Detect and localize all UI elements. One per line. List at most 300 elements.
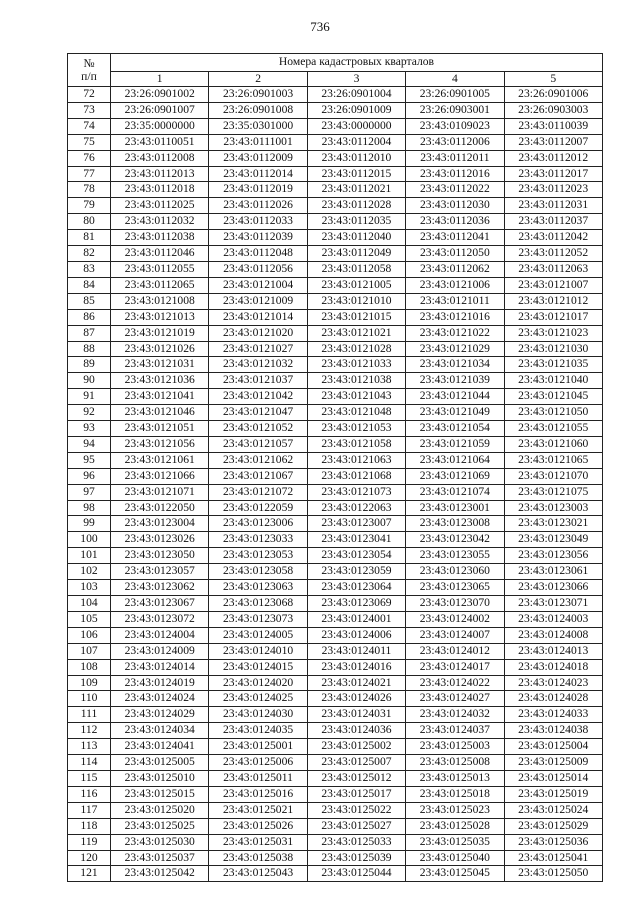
row-number-cell: 118 (68, 818, 111, 834)
cadastral-number-cell: 23:43:0125015 (111, 786, 209, 802)
table-row (68, 293, 603, 309)
cadastral-number-cell: 23:43:0125019 (504, 786, 602, 802)
cadastral-number-cell: 23:43:0112012 (504, 150, 602, 166)
cadastral-number-cell: 23:43:0110051 (111, 134, 209, 150)
column-number-header: 2 (209, 71, 307, 86)
cadastral-number-cell: 23:43:0123058 (209, 564, 307, 580)
cadastral-number-cell: 23:43:0121017 (504, 309, 602, 325)
cadastral-number-cell: 23:43:0121045 (504, 389, 602, 405)
table-row (68, 325, 603, 341)
cadastral-number-cell: 23:43:0112041 (406, 230, 504, 246)
cadastral-number-cell: 23:35:0000000 (111, 118, 209, 134)
cadastral-number-cell: 23:43:0121029 (406, 341, 504, 357)
table-row (68, 405, 603, 421)
cadastral-number-cell: 23:43:0112010 (307, 150, 405, 166)
table-row (68, 611, 603, 627)
cadastral-number-cell: 23:26:0903003 (504, 102, 602, 118)
row-number-cell: 111 (68, 707, 111, 723)
row-number-cell: 105 (68, 611, 111, 627)
cadastral-number-cell: 23:43:0122050 (111, 500, 209, 516)
cadastral-number-cell: 23:43:0124004 (111, 627, 209, 643)
row-number-cell: 101 (68, 548, 111, 564)
cadastral-number-cell: 23:43:0123071 (504, 596, 602, 612)
cadastral-number-cell: 23:43:0124024 (111, 691, 209, 707)
cadastral-number-cell: 23:43:0123064 (307, 580, 405, 596)
cadastral-number-cell: 23:43:0121006 (406, 277, 504, 293)
row-number-cell: 117 (68, 802, 111, 818)
cadastral-number-cell: 23:43:0125005 (111, 755, 209, 771)
row-number-cell: 84 (68, 277, 111, 293)
cadastral-number-cell: 23:43:0112040 (307, 230, 405, 246)
cadastral-number-cell: 23:43:0124037 (406, 723, 504, 739)
cadastral-number-cell: 23:43:0123049 (504, 532, 602, 548)
cadastral-number-cell: 23:43:0125023 (406, 802, 504, 818)
cadastral-number-cell: 23:43:0124014 (111, 659, 209, 675)
cadastral-number-cell: 23:43:0112031 (504, 198, 602, 214)
table-row (68, 341, 603, 357)
cadastral-number-cell: 23:43:0125025 (111, 818, 209, 834)
table-row (68, 596, 603, 612)
row-number-cell: 107 (68, 643, 111, 659)
cadastral-number-cell: 23:26:0901008 (209, 102, 307, 118)
cadastral-number-cell: 23:43:0123066 (504, 580, 602, 596)
cadastral-number-cell: 23:43:0125022 (307, 802, 405, 818)
row-number-cell: 108 (68, 659, 111, 675)
cadastral-number-cell: 23:43:0121026 (111, 341, 209, 357)
cadastral-number-cell: 23:43:0124026 (307, 691, 405, 707)
cadastral-number-cell: 23:43:0110039 (504, 118, 602, 134)
cadastral-number-cell: 23:43:0121016 (406, 309, 504, 325)
cadastral-number-cell: 23:43:0124002 (406, 611, 504, 627)
row-number-cell: 97 (68, 484, 111, 500)
table-row (68, 277, 603, 293)
table-row (68, 102, 603, 118)
table-row (68, 675, 603, 691)
cadastral-number-cell: 23:43:0125038 (209, 850, 307, 866)
table-row (68, 802, 603, 818)
cadastral-number-cell: 23:43:0121060 (504, 436, 602, 452)
row-number-cell: 77 (68, 166, 111, 182)
cadastral-number-cell: 23:43:0124005 (209, 627, 307, 643)
table-row (68, 452, 603, 468)
cadastral-number-cell: 23:43:0125013 (406, 770, 504, 786)
cadastral-number-cell: 23:43:0121040 (504, 373, 602, 389)
row-number-cell: 74 (68, 118, 111, 134)
group-header: Номера кадастровых кварталов (111, 54, 603, 72)
cadastral-number-cell: 23:43:0112026 (209, 198, 307, 214)
cadastral-number-cell: 23:43:0124031 (307, 707, 405, 723)
cadastral-number-cell: 23:43:0121053 (307, 421, 405, 437)
cadastral-number-cell: 23:43:0112028 (307, 198, 405, 214)
cadastral-number-cell: 23:43:0121047 (209, 405, 307, 421)
cadastral-number-cell: 23:43:0124023 (504, 675, 602, 691)
cadastral-number-cell: 23:43:0121065 (504, 452, 602, 468)
table-row (68, 834, 603, 850)
table-row (68, 421, 603, 437)
cadastral-number-cell: 23:43:0121070 (504, 468, 602, 484)
cadastral-number-cell: 23:43:0124020 (209, 675, 307, 691)
cadastral-number-cell: 23:43:0125003 (406, 739, 504, 755)
cadastral-number-cell: 23:43:0125017 (307, 786, 405, 802)
table-row (68, 755, 603, 771)
cadastral-number-cell: 23:43:0124017 (406, 659, 504, 675)
row-number-cell: 79 (68, 198, 111, 214)
cadastral-number-cell: 23:43:0125043 (209, 866, 307, 882)
cadastral-number-cell: 23:43:0125021 (209, 802, 307, 818)
cadastral-number-cell: 23:43:0112030 (406, 198, 504, 214)
table-row (68, 516, 603, 532)
cadastral-number-cell: 23:43:0123007 (307, 516, 405, 532)
cadastral-number-cell: 23:43:0123042 (406, 532, 504, 548)
cadastral-number-cell: 23:43:0123041 (307, 532, 405, 548)
table-row (68, 691, 603, 707)
table-row (68, 532, 603, 548)
table-row (68, 548, 603, 564)
cadastral-number-cell: 23:43:0123056 (504, 548, 602, 564)
table-row (68, 373, 603, 389)
cadastral-number-cell: 23:26:0901006 (504, 87, 602, 103)
cadastral-number-cell: 23:43:0121010 (307, 293, 405, 309)
cadastral-number-cell: 23:43:0121062 (209, 452, 307, 468)
row-number-cell: 83 (68, 261, 111, 277)
cadastral-number-cell: 23:43:0112038 (111, 230, 209, 246)
cadastral-number-cell: 23:43:0121073 (307, 484, 405, 500)
cadastral-number-cell: 23:43:0123001 (406, 500, 504, 516)
cadastral-number-cell: 23:43:0112036 (406, 214, 504, 230)
cadastral-number-cell: 23:43:0112032 (111, 214, 209, 230)
table-row (68, 166, 603, 182)
row-number-cell: 106 (68, 627, 111, 643)
cadastral-number-cell: 23:43:0121022 (406, 325, 504, 341)
cadastral-number-cell: 23:43:0125027 (307, 818, 405, 834)
cadastral-number-cell: 23:43:0125042 (111, 866, 209, 882)
table-row (68, 484, 603, 500)
cadastral-number-cell: 23:43:0122063 (307, 500, 405, 516)
row-number-cell: 96 (68, 468, 111, 484)
cadastral-number-cell: 23:43:0125044 (307, 866, 405, 882)
table-row (68, 118, 603, 134)
cadastral-number-cell: 23:43:0121054 (406, 421, 504, 437)
cadastral-number-cell: 23:43:0121042 (209, 389, 307, 405)
cadastral-number-cell: 23:43:0121068 (307, 468, 405, 484)
cadastral-number-cell: 23:26:0901003 (209, 87, 307, 103)
cadastral-number-cell: 23:43:0121052 (209, 421, 307, 437)
column-number-header: 4 (406, 71, 504, 86)
cadastral-number-cell: 23:43:0124003 (504, 611, 602, 627)
cadastral-number-cell: 23:43:0121057 (209, 436, 307, 452)
cadastral-number-cell: 23:43:0125010 (111, 770, 209, 786)
cadastral-number-cell: 23:43:0112019 (209, 182, 307, 198)
cadastral-number-cell: 23:43:0125028 (406, 818, 504, 834)
cadastral-number-cell: 23:43:0123070 (406, 596, 504, 612)
cadastral-number-cell: 23:43:0124036 (307, 723, 405, 739)
cadastral-number-cell: 23:43:0112021 (307, 182, 405, 198)
row-number-cell: 109 (68, 675, 111, 691)
cadastral-number-cell: 23:43:0112009 (209, 150, 307, 166)
cadastral-number-cell: 23:26:0903001 (406, 102, 504, 118)
cadastral-number-cell: 23:43:0123067 (111, 596, 209, 612)
cadastral-number-cell: 23:43:0123060 (406, 564, 504, 580)
row-number-cell: 86 (68, 309, 111, 325)
cadastral-number-cell: 23:43:0125031 (209, 834, 307, 850)
cadastral-number-cell: 23:43:0121007 (504, 277, 602, 293)
cadastral-number-cell: 23:43:0124038 (504, 723, 602, 739)
cadastral-number-cell: 23:43:0121051 (111, 421, 209, 437)
table-row (68, 770, 603, 786)
cadastral-number-cell: 23:43:0121058 (307, 436, 405, 452)
cadastral-number-cell: 23:43:0121071 (111, 484, 209, 500)
table-row (68, 198, 603, 214)
cadastral-number-cell: 23:43:0112013 (111, 166, 209, 182)
cadastral-number-cell: 23:43:0121039 (406, 373, 504, 389)
cadastral-number-cell: 23:43:0112049 (307, 246, 405, 262)
table-row (68, 500, 603, 516)
cadastral-number-cell: 23:43:0124029 (111, 707, 209, 723)
cadastral-number-cell: 23:43:0123059 (307, 564, 405, 580)
cadastral-number-cell: 23:43:0123054 (307, 548, 405, 564)
cadastral-number-cell: 23:43:0125009 (504, 755, 602, 771)
cadastral-number-cell: 23:43:0124034 (111, 723, 209, 739)
cadastral-number-cell: 23:43:0124035 (209, 723, 307, 739)
table-row (68, 134, 603, 150)
row-number-cell: 119 (68, 834, 111, 850)
row-number-cell: 94 (68, 436, 111, 452)
cadastral-number-cell: 23:43:0112035 (307, 214, 405, 230)
cadastral-number-cell: 23:43:0125045 (406, 866, 504, 882)
cadastral-number-cell: 23:43:0125011 (209, 770, 307, 786)
table-row (68, 866, 603, 882)
cadastral-number-cell: 23:43:0124006 (307, 627, 405, 643)
row-number-cell: 78 (68, 182, 111, 198)
cadastral-number-cell: 23:43:0121072 (209, 484, 307, 500)
cadastral-number-cell: 23:43:0124041 (111, 739, 209, 755)
column-number-header: 1 (111, 71, 209, 86)
cadastral-number-cell: 23:43:0121064 (406, 452, 504, 468)
table-row (68, 723, 603, 739)
cadastral-number-cell: 23:43:0121044 (406, 389, 504, 405)
cadastral-number-cell: 23:43:0121023 (504, 325, 602, 341)
table-row (68, 659, 603, 675)
cadastral-number-cell: 23:43:0121035 (504, 357, 602, 373)
cadastral-number-cell: 23:43:0121046 (111, 405, 209, 421)
table-row (68, 261, 603, 277)
row-number-cell: 81 (68, 230, 111, 246)
table-row (68, 627, 603, 643)
cadastral-number-cell: 23:43:0000000 (307, 118, 405, 134)
cadastral-number-cell: 23:43:0123021 (504, 516, 602, 532)
cadastral-number-cell: 23:43:0112014 (209, 166, 307, 182)
cadastral-number-cell: 23:43:0123063 (209, 580, 307, 596)
cadastral-number-cell: 23:43:0121066 (111, 468, 209, 484)
row-number-cell: 104 (68, 596, 111, 612)
table-row (68, 309, 603, 325)
row-number-cell: 103 (68, 580, 111, 596)
cadastral-number-cell: 23:43:0124018 (504, 659, 602, 675)
cadastral-number-cell: 23:43:0112017 (504, 166, 602, 182)
table-row (68, 87, 603, 103)
row-number-cell: 80 (68, 214, 111, 230)
cadastral-number-cell: 23:43:0124025 (209, 691, 307, 707)
cadastral-number-cell: 23:43:0123053 (209, 548, 307, 564)
cadastral-number-cell: 23:43:0124010 (209, 643, 307, 659)
cadastral-number-cell: 23:43:0121030 (504, 341, 602, 357)
cadastral-number-cell: 23:43:0121008 (111, 293, 209, 309)
cadastral-number-cell: 23:43:0125041 (504, 850, 602, 866)
cadastral-number-cell: 23:43:0125024 (504, 802, 602, 818)
cadastral-number-cell: 23:43:0121061 (111, 452, 209, 468)
cadastral-number-cell: 23:43:0112022 (406, 182, 504, 198)
cadastral-number-cell: 23:43:0125040 (406, 850, 504, 866)
cadastral-number-cell: 23:43:0112037 (504, 214, 602, 230)
cadastral-number-cell: 23:43:0121028 (307, 341, 405, 357)
table-row (68, 707, 603, 723)
cadastral-number-cell: 23:43:0123033 (209, 532, 307, 548)
cadastral-number-cell: 23:43:0112052 (504, 246, 602, 262)
cadastral-number-cell: 23:43:0121012 (504, 293, 602, 309)
cadastral-number-cell: 23:43:0124015 (209, 659, 307, 675)
cadastral-number-cell: 23:43:0124033 (504, 707, 602, 723)
cadastral-number-cell: 23:43:0124011 (307, 643, 405, 659)
cadastral-number-cell: 23:43:0121063 (307, 452, 405, 468)
row-number-cell: 89 (68, 357, 111, 373)
cadastral-number-cell: 23:26:0901007 (111, 102, 209, 118)
cadastral-number-cell: 23:43:0123026 (111, 532, 209, 548)
cadastral-number-cell: 23:43:0121069 (406, 468, 504, 484)
cadastral-number-cell: 23:43:0125033 (307, 834, 405, 850)
row-number-cell: 87 (68, 325, 111, 341)
cadastral-number-cell: 23:43:0125029 (504, 818, 602, 834)
row-number-cell: 116 (68, 786, 111, 802)
cadastral-number-cell: 23:26:0901009 (307, 102, 405, 118)
cadastral-number-cell: 23:43:0125007 (307, 755, 405, 771)
row-number-header-line1: № (83, 57, 95, 70)
row-number-cell: 110 (68, 691, 111, 707)
cadastral-number-cell: 23:43:0121027 (209, 341, 307, 357)
cadastral-number-cell: 23:43:0121015 (307, 309, 405, 325)
cadastral-number-cell: 23:43:0123062 (111, 580, 209, 596)
row-number-cell: 90 (68, 373, 111, 389)
table-row (68, 564, 603, 580)
row-number-cell: 73 (68, 102, 111, 118)
cadastral-number-cell: 23:43:0125012 (307, 770, 405, 786)
cadastral-number-cell: 23:43:0112048 (209, 246, 307, 262)
cadastral-number-cell: 23:43:0122059 (209, 500, 307, 516)
row-number-cell: 113 (68, 739, 111, 755)
cadastral-number-cell: 23:43:0121034 (406, 357, 504, 373)
row-number-cell: 91 (68, 389, 111, 405)
cadastral-number-cell: 23:43:0124012 (406, 643, 504, 659)
cadastral-number-cell: 23:43:0125008 (406, 755, 504, 771)
cadastral-number-cell: 23:43:0112007 (504, 134, 602, 150)
cadastral-number-cell: 23:43:0112065 (111, 277, 209, 293)
row-number-cell: 82 (68, 246, 111, 262)
cadastral-number-cell: 23:43:0121021 (307, 325, 405, 341)
cadastral-number-cell: 23:43:0112042 (504, 230, 602, 246)
cadastral-number-cell: 23:43:0112011 (406, 150, 504, 166)
cadastral-number-cell: 23:43:0125035 (406, 834, 504, 850)
cadastral-number-cell: 23:43:0121037 (209, 373, 307, 389)
cadastral-number-cell: 23:43:0112055 (111, 261, 209, 277)
cadastral-number-cell: 23:43:0109023 (406, 118, 504, 134)
cadastral-number-cell: 23:43:0123003 (504, 500, 602, 516)
cadastral-number-cell: 23:43:0124016 (307, 659, 405, 675)
table-row (68, 739, 603, 755)
row-number-cell: 99 (68, 516, 111, 532)
cadastral-number-cell: 23:43:0124022 (406, 675, 504, 691)
row-number-cell: 98 (68, 500, 111, 516)
table-row (68, 246, 603, 262)
table-row (68, 230, 603, 246)
cadastral-number-cell: 23:26:0901005 (406, 87, 504, 103)
cadastral-number-cell: 23:43:0112015 (307, 166, 405, 182)
cadastral-blocks-table (67, 53, 603, 882)
cadastral-number-cell: 23:26:0901004 (307, 87, 405, 103)
cadastral-number-cell: 23:43:0123057 (111, 564, 209, 580)
table-row (68, 357, 603, 373)
table-row (68, 580, 603, 596)
cadastral-number-cell: 23:43:0112050 (406, 246, 504, 262)
cadastral-number-cell: 23:43:0112008 (111, 150, 209, 166)
cadastral-number-cell: 23:43:0125039 (307, 850, 405, 866)
cadastral-number-cell: 23:43:0121050 (504, 405, 602, 421)
cadastral-number-cell: 23:43:0121020 (209, 325, 307, 341)
cadastral-number-cell: 23:43:0124030 (209, 707, 307, 723)
cadastral-number-cell: 23:43:0121049 (406, 405, 504, 421)
table-body (68, 87, 603, 882)
row-number-cell: 102 (68, 564, 111, 580)
row-number-cell: 121 (68, 866, 111, 882)
cadastral-number-cell: 23:43:0123065 (406, 580, 504, 596)
table-header (68, 54, 603, 87)
cadastral-number-cell: 23:43:0124007 (406, 627, 504, 643)
cadastral-number-cell: 23:43:0123050 (111, 548, 209, 564)
page-number: 736 (310, 19, 330, 34)
cadastral-number-cell: 23:43:0121005 (307, 277, 405, 293)
cadastral-number-cell: 23:43:0124009 (111, 643, 209, 659)
cadastral-number-cell: 23:43:0121031 (111, 357, 209, 373)
cadastral-number-cell: 23:43:0123061 (504, 564, 602, 580)
cadastral-number-cell: 23:43:0121038 (307, 373, 405, 389)
row-number-cell: 100 (68, 532, 111, 548)
row-number-cell: 115 (68, 770, 111, 786)
table-row (68, 150, 603, 166)
row-number-cell: 95 (68, 452, 111, 468)
cadastral-number-cell: 23:43:0112016 (406, 166, 504, 182)
cadastral-number-cell: 23:43:0123006 (209, 516, 307, 532)
cadastral-number-cell: 23:43:0125004 (504, 739, 602, 755)
row-number-cell: 120 (68, 850, 111, 866)
cadastral-number-cell: 23:43:0125050 (504, 866, 602, 882)
cadastral-number-cell: 23:43:0125002 (307, 739, 405, 755)
cadastral-number-cell: 23:43:0124019 (111, 675, 209, 691)
table-row (68, 214, 603, 230)
cadastral-number-cell: 23:43:0125030 (111, 834, 209, 850)
cadastral-number-cell: 23:43:0125018 (406, 786, 504, 802)
cadastral-number-cell: 23:43:0112004 (307, 134, 405, 150)
cadastral-number-cell: 23:43:0125037 (111, 850, 209, 866)
cadastral-number-cell: 23:43:0112006 (406, 134, 504, 150)
row-number-cell: 85 (68, 293, 111, 309)
column-number-header: 5 (504, 71, 602, 86)
row-number-cell: 93 (68, 421, 111, 437)
table-row (68, 786, 603, 802)
cadastral-number-cell: 23:43:0112023 (504, 182, 602, 198)
cadastral-number-cell: 23:43:0124028 (504, 691, 602, 707)
cadastral-number-cell: 23:43:0124013 (504, 643, 602, 659)
cadastral-number-cell: 23:43:0121041 (111, 389, 209, 405)
row-number-cell: 114 (68, 755, 111, 771)
row-number-cell: 112 (68, 723, 111, 739)
